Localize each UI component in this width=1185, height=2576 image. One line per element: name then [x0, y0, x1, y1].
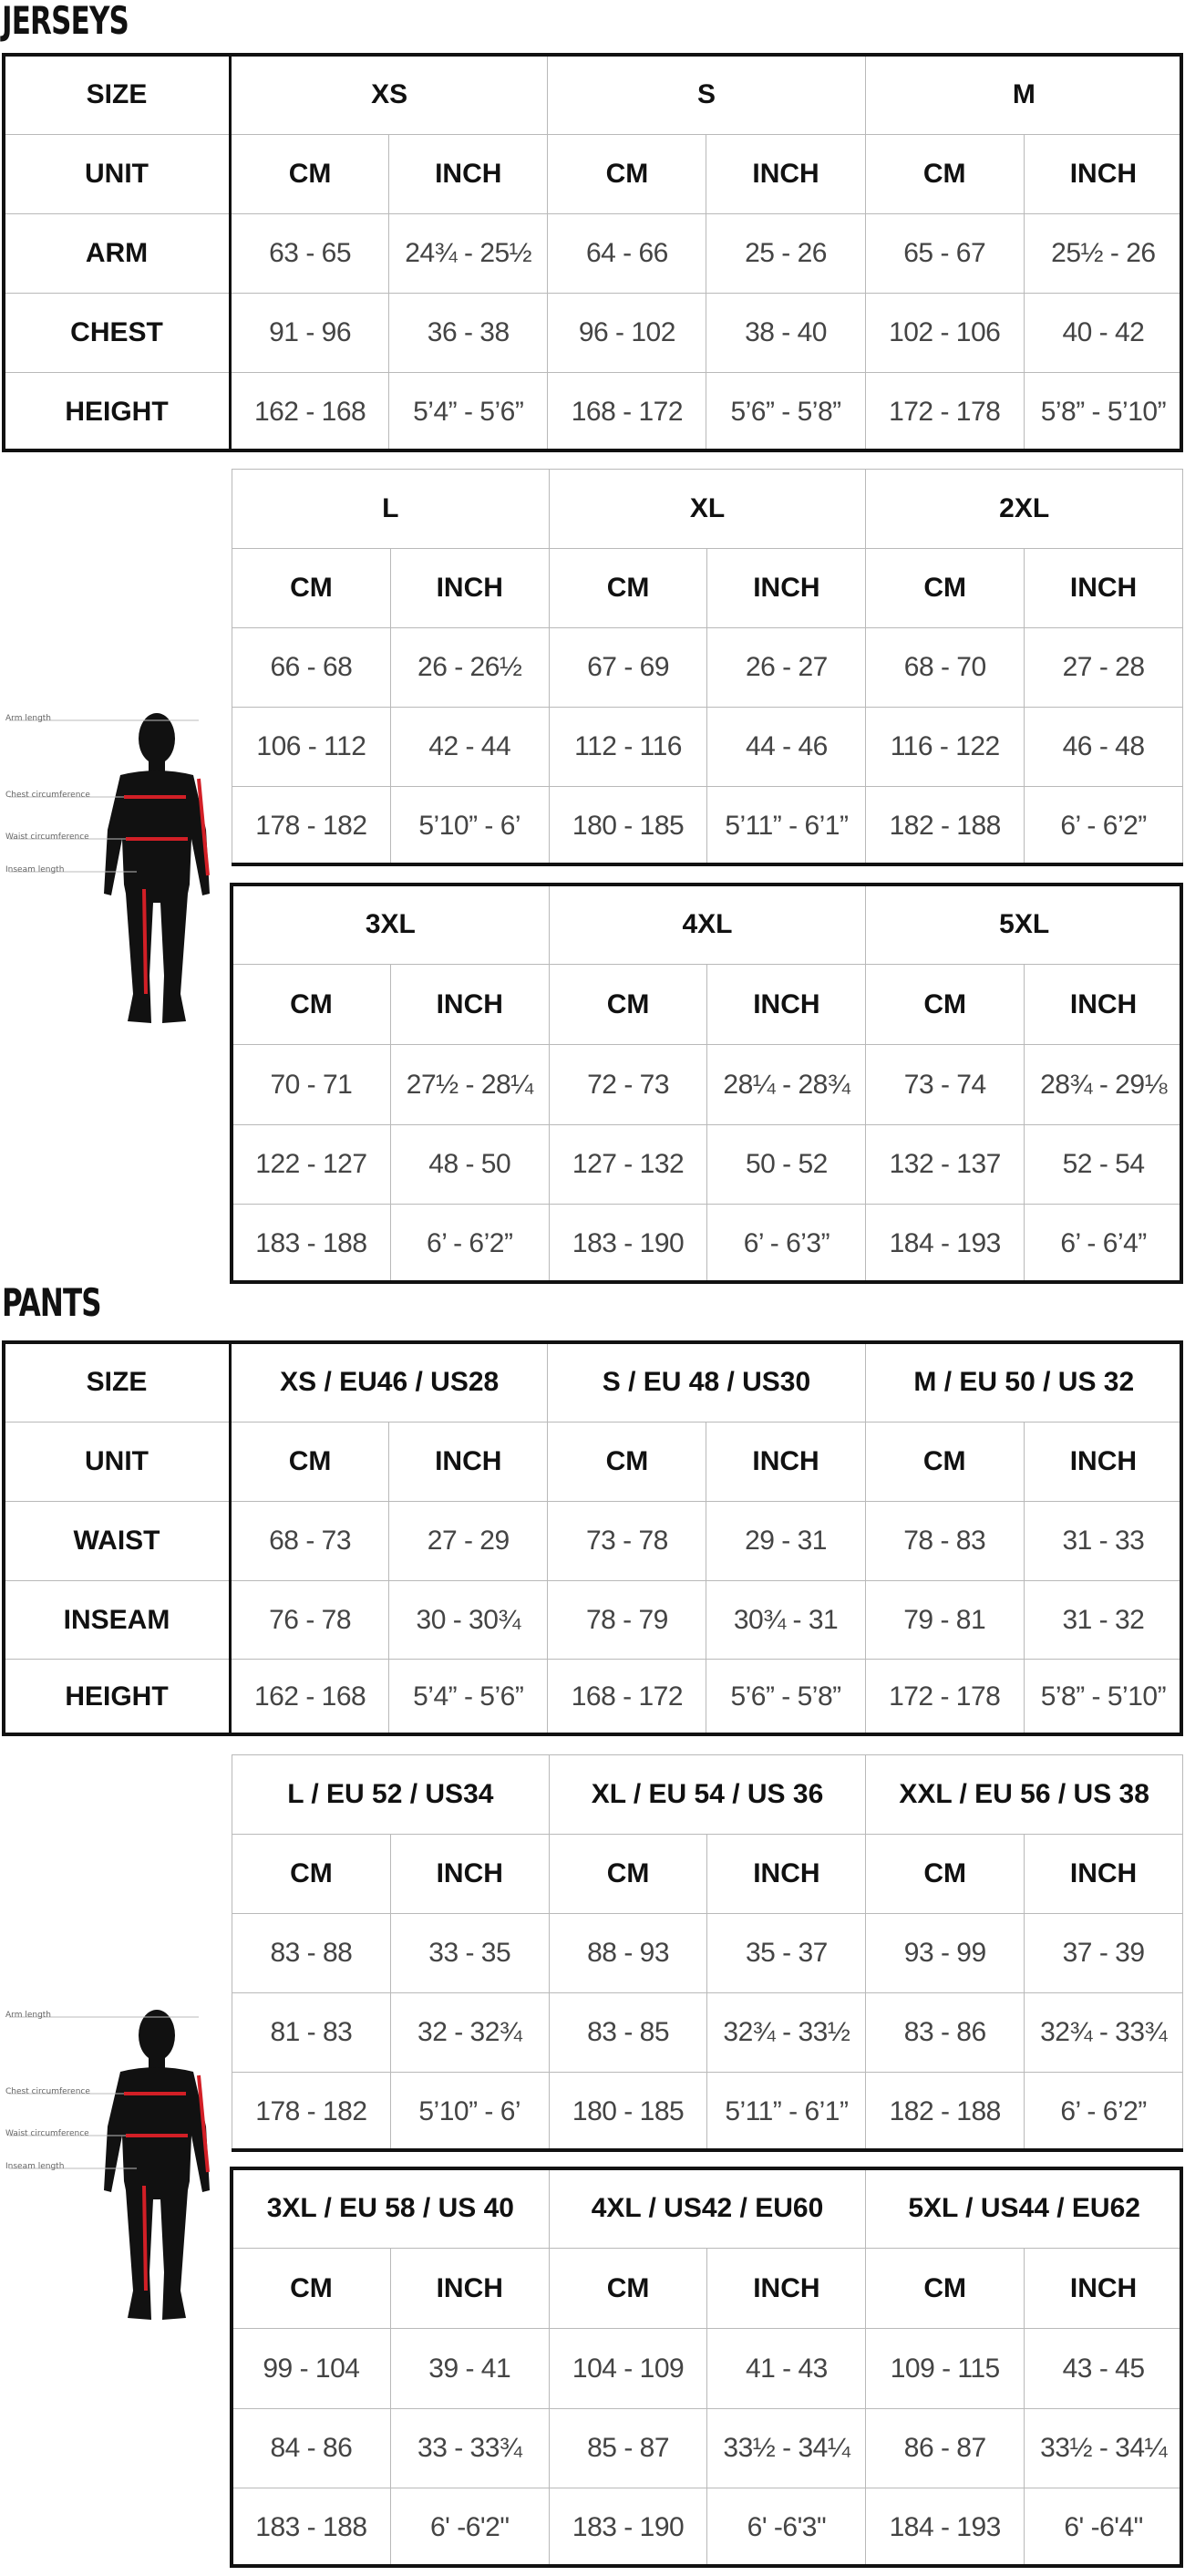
table-cell: 162 - 168 [231, 373, 389, 451]
table-row [232, 2409, 1183, 2488]
table-cell: 32¾ - 33¾ [1025, 1993, 1183, 2073]
table-cell: 78 - 83 [865, 1502, 1024, 1581]
table-cell: 122 - 127 [232, 1125, 391, 1205]
table-row [5, 1581, 1183, 1660]
table-cell: 26 - 27 [707, 628, 866, 708]
table-row [232, 628, 1183, 708]
table-cell: 29 - 31 [706, 1502, 865, 1581]
figure-caption: Chest circumference [5, 2087, 90, 2096]
size-header: XL [549, 470, 866, 549]
table-cell: 33½ - 34¼ [1025, 2409, 1183, 2488]
body-measurement-figure [0, 702, 219, 1030]
table-cell: 5’11” - 6’1” [707, 2073, 866, 2151]
table-cell: 81 - 83 [232, 1993, 391, 2073]
unit-cm: CM [866, 549, 1025, 628]
table-cell: 39 - 41 [390, 2329, 549, 2409]
row-label: INSEAM [5, 1581, 231, 1660]
size-header: S / EU 48 / US30 [548, 1343, 865, 1422]
unit-cm: CM [865, 1422, 1024, 1502]
table-cell: 6' -6'4" [1025, 2488, 1183, 2567]
table-row [5, 214, 1183, 294]
table-cell: 68 - 73 [231, 1502, 389, 1581]
table-row [232, 1125, 1183, 1205]
unit-inch: INCH [1024, 1422, 1182, 1502]
table-cell: 180 - 185 [549, 2073, 707, 2151]
table-cell: 172 - 178 [865, 1660, 1024, 1735]
table-cell: 25½ - 26 [1024, 214, 1182, 294]
unit-cm: CM [866, 1835, 1025, 1914]
unit-cm: CM [866, 2249, 1025, 2329]
figure-caption: Inseam length [5, 2162, 65, 2171]
table-cell: 6' -6'2" [390, 2488, 549, 2567]
table-cell: 78 - 79 [548, 1581, 706, 1660]
size-header: S [548, 56, 865, 135]
table-cell: 27 - 29 [389, 1502, 548, 1581]
table-cell: 5’10” - 6’ [390, 2073, 549, 2151]
figure-caption: Inseam length [5, 865, 65, 874]
size-header: 4XL / US42 / EU60 [549, 2169, 866, 2249]
table-cell: 38 - 40 [706, 294, 865, 373]
table-cell: 31 - 33 [1024, 1502, 1182, 1581]
table-cell: 28¼ - 28¾ [707, 1045, 866, 1125]
row-label: WAIST [5, 1502, 231, 1581]
table-cell: 178 - 182 [232, 2073, 391, 2151]
unit-inch: INCH [707, 2249, 866, 2329]
table-cell: 42 - 44 [390, 708, 549, 787]
unit-cm: CM [865, 135, 1024, 214]
table-cell: 5’4” - 5’6” [389, 1660, 548, 1735]
table-cell: 5’4” - 5’6” [389, 373, 548, 451]
table-cell: 76 - 78 [231, 1581, 389, 1660]
table-cell: 184 - 193 [866, 2488, 1025, 2567]
table-cell: 37 - 39 [1025, 1914, 1183, 1993]
size-header: 2XL [866, 470, 1183, 549]
table-cell: 116 - 122 [866, 708, 1025, 787]
table-row [232, 1993, 1183, 2073]
unit-cm: CM [231, 135, 389, 214]
row-label: ARM [5, 214, 231, 294]
size-header: 5XL / US44 / EU62 [866, 2169, 1183, 2249]
table-cell: 33 - 35 [390, 1914, 549, 1993]
table-row [232, 1045, 1183, 1125]
unit-label: UNIT [5, 135, 231, 214]
table-cell: 127 - 132 [549, 1125, 707, 1205]
table-cell: 64 - 66 [548, 214, 706, 294]
table-cell: 85 - 87 [549, 2409, 707, 2488]
unit-inch: INCH [1025, 1835, 1183, 1914]
table-cell: 112 - 116 [549, 708, 707, 787]
table-cell: 104 - 109 [549, 2329, 707, 2409]
table-row [5, 1660, 1183, 1735]
table-cell: 33 - 33¾ [390, 2409, 549, 2488]
table-cell: 6’ - 6’2” [1025, 787, 1183, 865]
size-header: M [865, 56, 1182, 135]
table-cell: 73 - 74 [866, 1045, 1025, 1125]
table-cell: 30¾ - 31 [706, 1581, 865, 1660]
figure-caption: Arm length [5, 2011, 52, 2020]
row-label: HEIGHT [5, 373, 231, 451]
unit-inch: INCH [706, 1422, 865, 1502]
jerseys-table-1 [4, 55, 1183, 451]
unit-cm: CM [548, 1422, 706, 1502]
table-row [232, 787, 1183, 865]
unit-cm: CM [549, 549, 707, 628]
table-row [232, 1914, 1183, 1993]
table-cell: 73 - 78 [548, 1502, 706, 1581]
unit-inch: INCH [390, 2249, 549, 2329]
table-cell: 65 - 67 [865, 214, 1024, 294]
table-cell: 36 - 38 [389, 294, 548, 373]
table-cell: 172 - 178 [865, 373, 1024, 451]
table-cell: 33½ - 34¼ [707, 2409, 866, 2488]
unit-inch: INCH [706, 135, 865, 214]
size-header: XS / EU46 / US28 [231, 1343, 548, 1422]
table-cell: 5’6” - 5’8” [706, 373, 865, 451]
size-header: 4XL [549, 885, 866, 965]
table-row [5, 294, 1183, 373]
table-cell: 25 - 26 [706, 214, 865, 294]
table-cell: 183 - 188 [232, 1205, 391, 1283]
unit-cm: CM [232, 549, 391, 628]
table-cell: 83 - 86 [866, 1993, 1025, 2073]
table-cell: 41 - 43 [707, 2329, 866, 2409]
unit-inch: INCH [390, 1835, 549, 1914]
table-cell: 46 - 48 [1025, 708, 1183, 787]
table-cell: 26 - 26½ [390, 628, 549, 708]
size-header: L / EU 52 / US34 [232, 1755, 550, 1835]
table-row [232, 2073, 1183, 2151]
table-cell: 84 - 86 [232, 2409, 391, 2488]
size-header: XL / EU 54 / US 36 [549, 1755, 866, 1835]
table-cell: 168 - 172 [548, 1660, 706, 1735]
unit-label: UNIT [5, 1422, 231, 1502]
size-header: 3XL [232, 885, 550, 965]
table-cell: 182 - 188 [866, 2073, 1025, 2151]
table-row [5, 373, 1183, 451]
table-cell: 28¾ - 29⅛ [1025, 1045, 1183, 1125]
table-bottom-rule [232, 863, 1183, 866]
table-cell: 132 - 137 [866, 1125, 1025, 1205]
table-cell: 35 - 37 [707, 1914, 866, 1993]
unit-inch: INCH [1024, 135, 1182, 214]
table-cell: 183 - 190 [549, 1205, 707, 1283]
unit-inch: INCH [390, 965, 549, 1045]
pants-table-2 [232, 1754, 1183, 2151]
table-cell: 63 - 65 [231, 214, 389, 294]
table-cell: 93 - 99 [866, 1914, 1025, 1993]
table-cell: 32 - 32¾ [390, 1993, 549, 2073]
size-label: SIZE [5, 1343, 231, 1422]
table-cell: 72 - 73 [549, 1045, 707, 1125]
table-cell: 6’ - 6’4” [1025, 1205, 1183, 1283]
table-cell: 168 - 172 [548, 373, 706, 451]
unit-cm: CM [232, 2249, 391, 2329]
row-label: CHEST [5, 294, 231, 373]
table-cell: 5’8” - 5’10” [1024, 373, 1182, 451]
unit-inch: INCH [389, 135, 548, 214]
table-cell: 83 - 85 [549, 1993, 707, 2073]
table-cell: 5’10” - 6’ [390, 787, 549, 865]
table-cell: 162 - 168 [231, 1660, 389, 1735]
figure-caption: Arm length [5, 714, 52, 723]
figure-caption: Chest circumference [5, 791, 90, 800]
size-header: 5XL [866, 885, 1183, 965]
table-cell: 182 - 188 [866, 787, 1025, 865]
table-cell: 109 - 115 [866, 2329, 1025, 2409]
table-cell: 52 - 54 [1025, 1125, 1183, 1205]
table-cell: 67 - 69 [549, 628, 707, 708]
size-header: XXL / EU 56 / US 38 [866, 1755, 1183, 1835]
size-label: SIZE [5, 56, 231, 135]
unit-inch: INCH [389, 1422, 548, 1502]
table-cell: 68 - 70 [866, 628, 1025, 708]
table-cell: 5’6” - 5’8” [706, 1660, 865, 1735]
unit-inch: INCH [707, 549, 866, 628]
size-header: 3XL / EU 58 / US 40 [232, 2169, 550, 2249]
table-row [232, 2488, 1183, 2567]
table-cell: 180 - 185 [549, 787, 707, 865]
table-cell: 6’ - 6’2” [1025, 2073, 1183, 2151]
table-cell: 183 - 188 [232, 2488, 391, 2567]
table-cell: 184 - 193 [866, 1205, 1025, 1283]
table-cell: 31 - 32 [1024, 1581, 1182, 1660]
table-cell: 66 - 68 [232, 628, 391, 708]
figure-caption: Waist circumference [5, 833, 89, 842]
unit-cm: CM [866, 965, 1025, 1045]
size-header: L [232, 470, 550, 549]
size-header: XS [231, 56, 548, 135]
table-row [5, 1502, 1183, 1581]
pants-table-1 [4, 1342, 1183, 1735]
table-cell: 183 - 190 [549, 2488, 707, 2567]
table-cell: 102 - 106 [865, 294, 1024, 373]
unit-inch: INCH [390, 549, 549, 628]
table-cell: 24¾ - 25½ [389, 214, 548, 294]
table-cell: 6’ - 6’3” [707, 1205, 866, 1283]
table-cell: 88 - 93 [549, 1914, 707, 1993]
table-cell: 6' -6'3" [707, 2488, 866, 2567]
unit-cm: CM [548, 135, 706, 214]
unit-cm: CM [232, 965, 391, 1045]
jerseys-table-2 [232, 469, 1183, 865]
table-cell: 79 - 81 [865, 1581, 1024, 1660]
table-cell: 106 - 112 [232, 708, 391, 787]
table-cell: 30 - 30¾ [389, 1581, 548, 1660]
table-cell: 27 - 28 [1025, 628, 1183, 708]
unit-cm: CM [232, 1835, 391, 1914]
table-cell: 6’ - 6’2” [390, 1205, 549, 1283]
table-cell: 40 - 42 [1024, 294, 1182, 373]
table-cell: 178 - 182 [232, 787, 391, 865]
pants-table-3 [232, 2168, 1183, 2567]
table-cell: 70 - 71 [232, 1045, 391, 1125]
table-cell: 32¾ - 33½ [707, 1993, 866, 2073]
unit-inch: INCH [707, 965, 866, 1045]
table-cell: 96 - 102 [548, 294, 706, 373]
size-header: M / EU 50 / US 32 [865, 1343, 1182, 1422]
unit-cm: CM [549, 965, 707, 1045]
table-cell: 48 - 50 [390, 1125, 549, 1205]
table-row [232, 2329, 1183, 2409]
table-cell: 86 - 87 [866, 2409, 1025, 2488]
table-row [232, 708, 1183, 787]
table-cell: 44 - 46 [707, 708, 866, 787]
table-cell: 5’8” - 5’10” [1024, 1660, 1182, 1735]
table-cell: 83 - 88 [232, 1914, 391, 1993]
table-row [232, 1205, 1183, 1283]
unit-cm: CM [549, 2249, 707, 2329]
jerseys-table-3 [232, 885, 1183, 1283]
figure-caption: Waist circumference [5, 2129, 89, 2138]
table-cell: 50 - 52 [707, 1125, 866, 1205]
table-cell: 27½ - 28¼ [390, 1045, 549, 1125]
table-bottom-rule [232, 2148, 1183, 2152]
pants-title: PANTS [2, 1280, 101, 1325]
table-cell: 99 - 104 [232, 2329, 391, 2409]
unit-inch: INCH [1025, 965, 1183, 1045]
unit-cm: CM [231, 1422, 389, 1502]
table-cell: 91 - 96 [231, 294, 389, 373]
table-cell: 5’11” - 6’1” [707, 787, 866, 865]
row-label: HEIGHT [5, 1660, 231, 1735]
table-cell: 43 - 45 [1025, 2329, 1183, 2409]
body-measurement-figure [0, 1999, 219, 2327]
unit-inch: INCH [707, 1835, 866, 1914]
unit-inch: INCH [1025, 2249, 1183, 2329]
unit-cm: CM [549, 1835, 707, 1914]
jerseys-title: JERSEYS [2, 0, 129, 43]
unit-inch: INCH [1025, 549, 1183, 628]
